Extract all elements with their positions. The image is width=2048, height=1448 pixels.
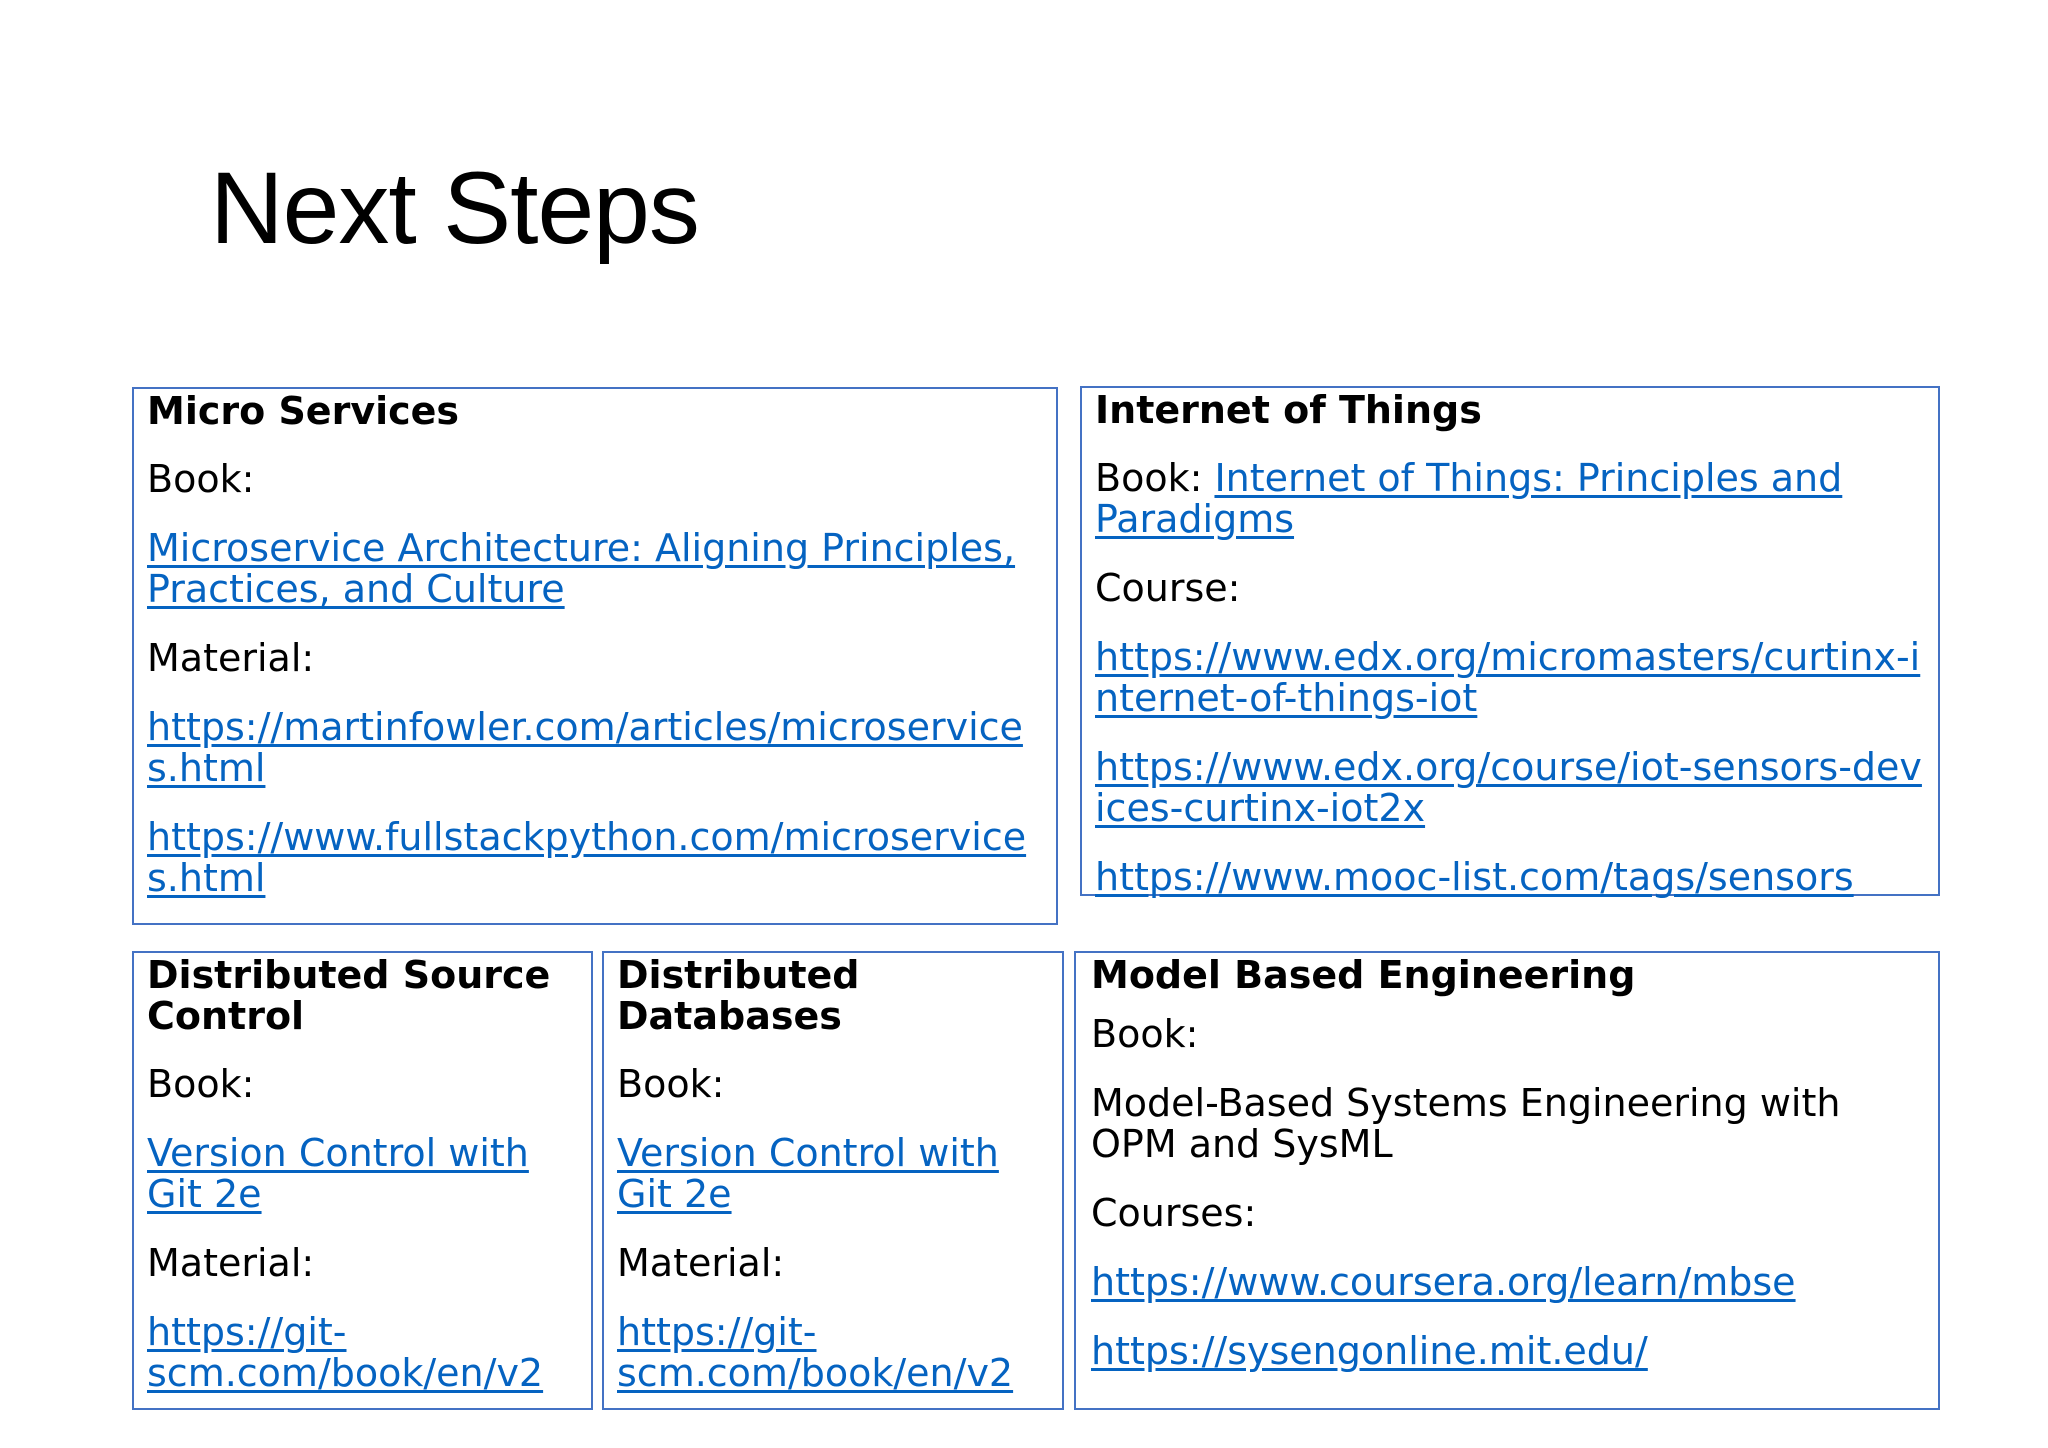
mooc-list-link[interactable]: https://www.mooc-list.com/tags/sensors xyxy=(1095,855,1854,899)
iot-course-label: Course: xyxy=(1095,566,1241,610)
micro-services-box xyxy=(132,387,1058,925)
databases-heading: Distributed Databases xyxy=(617,953,860,1038)
mbe-book-title: Model-Based Systems Engineering with OPM and SysML xyxy=(1091,1081,1841,1166)
iot-heading: Internet of Things xyxy=(1095,388,1482,432)
edx-course-link[interactable]: https://www.edx.org/course/iot-sensors-devices-curtinx-iot2x xyxy=(1095,745,1922,830)
micro-services-book-link[interactable]: Microservice Architecture: Aligning Principles, Practices, and Culture xyxy=(147,526,1016,611)
databases-box xyxy=(602,951,1064,1410)
databases-book-label: Book: xyxy=(617,1062,725,1106)
iot-book-link[interactable]: Internet of Things: Principles and Paradigms xyxy=(1095,456,1843,541)
source-control-book-label: Book: xyxy=(147,1062,255,1106)
mbe-book-label: Book: xyxy=(1091,1012,1199,1056)
mbe-box xyxy=(1074,951,1940,1410)
databases-book-link[interactable]: Version Control with Git 2e xyxy=(617,1131,999,1216)
micro-services-material-label: Material: xyxy=(147,636,315,680)
iot-book-label: Book: xyxy=(1095,456,1215,500)
iot-box xyxy=(1080,386,1940,899)
mbe-heading: Model Based Engineering xyxy=(1091,953,1636,997)
micro-services-heading: Micro Services xyxy=(147,389,460,433)
micro-services-book-label: Book: xyxy=(147,457,255,501)
fullstackpython-link[interactable]: https://www.fullstackpython.com/microservices.html xyxy=(147,815,1027,900)
databases-material-label: Material: xyxy=(617,1241,785,1285)
source-control-heading: Distributed Source Control xyxy=(147,953,551,1038)
mit-sysengonline-link[interactable]: https://sysengonline.mit.edu/ xyxy=(1091,1329,1648,1373)
source-control-git-link[interactable]: https://git-scm.com/book/en/v2 xyxy=(147,1310,544,1395)
coursera-link[interactable]: https://www.coursera.org/learn/mbse xyxy=(1091,1260,1796,1304)
source-control-material-label: Material: xyxy=(147,1241,315,1285)
mbe-courses-label: Courses: xyxy=(1091,1191,1257,1235)
martinfowler-link[interactable]: https://martinfowler.com/articles/microservices.html xyxy=(147,705,1023,790)
databases-git-link[interactable]: https://git-scm.com/book/en/v2 xyxy=(617,1310,1014,1395)
slide-title: Next Steps xyxy=(210,151,699,265)
edx-micromasters-link[interactable]: https://www.edx.org/micromasters/curtinx-internet-of-things-iot xyxy=(1095,635,1921,720)
source-control-book-link[interactable]: Version Control with Git 2e xyxy=(147,1131,529,1216)
source-control-box xyxy=(132,951,593,1410)
